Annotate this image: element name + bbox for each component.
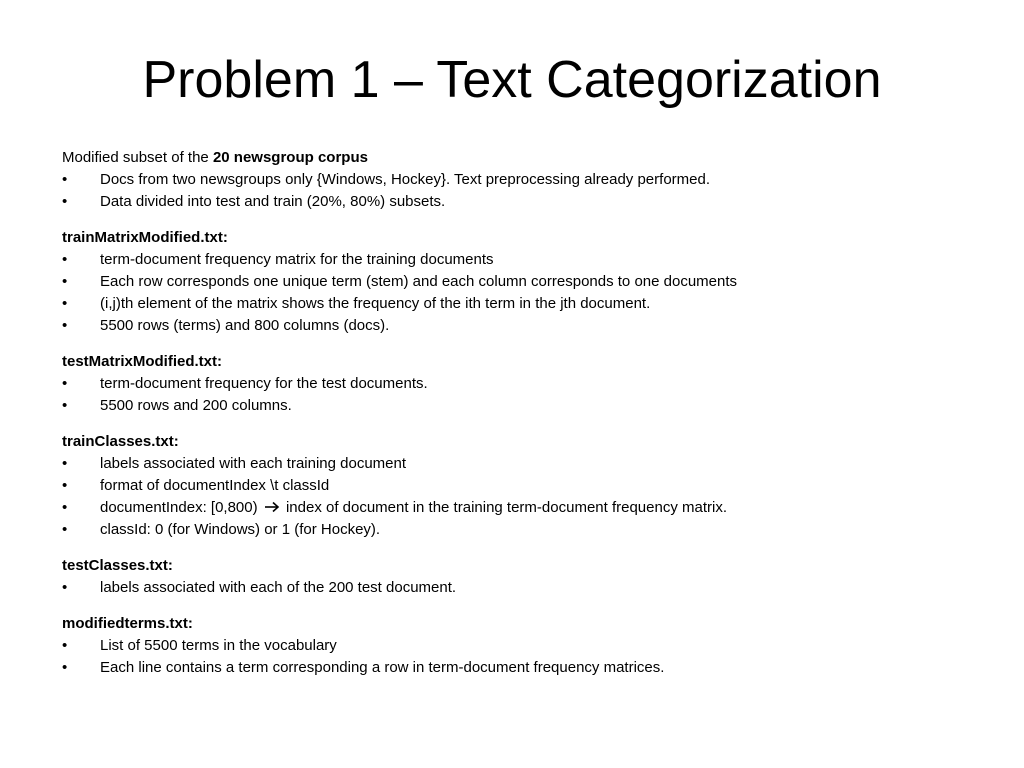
- item-text: term-document frequency for the test documents.: [100, 375, 428, 392]
- list-item: [62, 453, 1002, 475]
- bullet: •: [62, 375, 68, 392]
- list-item: [62, 395, 1002, 417]
- slide-title: Problem 1 – Text Categorization: [142, 51, 882, 109]
- bullet: •: [62, 659, 68, 676]
- modified-terms-section: [62, 613, 1002, 679]
- item-text: Each row corresponds one unique term (stem) and each column corresponds to one documents: [100, 273, 738, 290]
- right-arrow-icon: [264, 501, 280, 513]
- list-item: [62, 191, 1002, 213]
- list-item: [62, 373, 1002, 395]
- intro-line: [62, 147, 1002, 169]
- test-classes-section: [62, 555, 1002, 599]
- list-item: [62, 293, 1002, 315]
- bullet: •: [62, 251, 68, 268]
- bullet: •: [62, 499, 68, 516]
- slide-body: [62, 147, 1002, 693]
- section-heading: trainClasses.txt:: [62, 433, 179, 450]
- train-classes-section: [62, 431, 1002, 541]
- bullet: •: [62, 295, 68, 312]
- list-item: [62, 519, 1002, 541]
- list-item: [62, 577, 1002, 599]
- bullet: •: [62, 193, 68, 210]
- section-heading: testMatrixModified.txt:: [62, 353, 223, 370]
- item-text: 5500 rows (terms) and 800 columns (docs).: [100, 317, 390, 334]
- item-text: Each line contains a term corresponding a row in term-document frequency matrices.: [100, 659, 665, 676]
- list-item: [62, 475, 1002, 497]
- intro-prefix: Modified subset of the: [62, 149, 213, 166]
- bullet: •: [62, 579, 68, 596]
- item-text: index of document in the training term-document frequency matrix.: [285, 499, 728, 516]
- list-item: [62, 249, 1002, 271]
- list-item: [62, 271, 1002, 293]
- bullet: •: [62, 455, 68, 472]
- item-text: labels associated with each of the 200 test document.: [100, 579, 457, 596]
- item-text: 5500 rows and 200 columns.: [100, 397, 292, 414]
- section-heading: testClasses.txt:: [62, 557, 173, 574]
- bullet: •: [62, 521, 68, 538]
- list-item: [62, 315, 1002, 337]
- bullet: •: [62, 477, 68, 494]
- item-text: (i,j)th element of the matrix shows the frequency of the ith term in the jth document.: [100, 295, 651, 312]
- bullet: •: [62, 171, 68, 188]
- bullet: •: [62, 317, 68, 334]
- train-matrix-section: [62, 227, 1002, 337]
- item-text: Data divided into test and train (20%, 80%) subsets.: [100, 193, 446, 210]
- section-heading: trainMatrixModified.txt:: [62, 229, 228, 246]
- item-text: Docs from two newsgroups only {Windows, Hockey}. Text preprocessing already performed.: [100, 171, 710, 188]
- section-heading: modifiedterms.txt:: [62, 615, 193, 632]
- list-item: [62, 497, 1002, 519]
- item-text: documentIndex: [0,800): [100, 499, 258, 516]
- list-item: [62, 635, 1002, 657]
- list-item: [62, 169, 1002, 191]
- bullet: •: [62, 397, 68, 414]
- intro-section: [62, 147, 1002, 213]
- bullet: •: [62, 273, 68, 290]
- item-text: classId: 0 (for Windows) or 1 (for Hockey).: [100, 521, 381, 538]
- item-text: labels associated with each training document: [100, 455, 407, 472]
- test-matrix-section: [62, 351, 1002, 417]
- bullet: •: [62, 637, 68, 654]
- list-item: [62, 657, 1002, 679]
- corpus-name: 20 newsgroup corpus: [212, 149, 368, 166]
- item-text: format of documentIndex \t classId: [100, 477, 330, 494]
- item-text: term-document frequency matrix for the training documents: [100, 251, 494, 268]
- item-text: List of 5500 terms in the vocabulary: [100, 637, 337, 654]
